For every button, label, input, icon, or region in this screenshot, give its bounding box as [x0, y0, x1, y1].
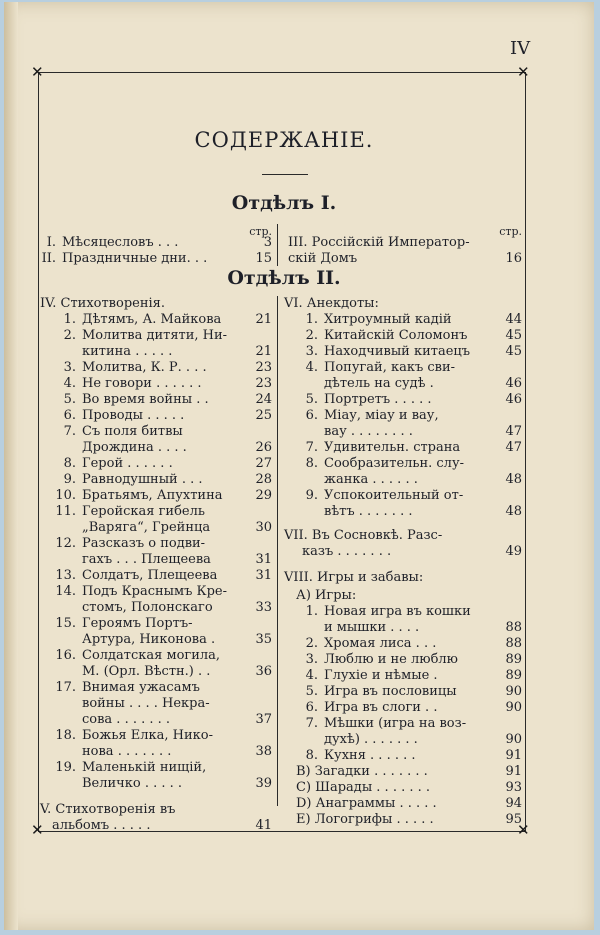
entry-title: Божья Елка, Нико- [82, 728, 213, 743]
game-entry [284, 604, 522, 620]
entry-title: духѣ) . . . . . . . [324, 732, 418, 747]
entry-page: 31 [255, 552, 272, 567]
entry-title: Находчивый китаецъ [324, 344, 471, 359]
entry-title: альбомъ . . . . . [52, 818, 151, 833]
entry-page: 89 [505, 668, 522, 683]
entry-page: 45 [505, 344, 522, 359]
poem-entry [40, 728, 272, 744]
entry-page: 31 [255, 568, 272, 583]
entry-page: 15 [255, 251, 272, 266]
page-number-mark: IV [510, 38, 531, 59]
page-column-label-right: стр. [499, 225, 522, 238]
entry-number: 9. [63, 472, 76, 487]
entry-title: Артура, Никонова . [82, 632, 216, 647]
entry-page: 91 [505, 764, 522, 779]
entry-title: Кухня . . . . . . [324, 748, 416, 763]
section-heading-1: Отдѣлъ I. [231, 192, 337, 214]
entry-number: 4. [305, 668, 318, 683]
entry-title: и мышки . . . . [324, 620, 420, 635]
entry-title: Люблю и не люблю [324, 652, 458, 667]
entry-page: 21 [255, 344, 272, 359]
entry-number: 3. [305, 344, 318, 359]
entry-page: 88 [505, 636, 522, 651]
corner-ornament-top-right: ✕ [517, 63, 530, 81]
entry-number: 7. [305, 716, 318, 731]
entry-title: вѣтъ . . . . . . . [324, 504, 413, 519]
poem-entry [40, 424, 272, 440]
part-heading-vii-text: VII. Въ Сосновкѣ. Разс- [284, 528, 443, 543]
entry-title: Солдатская могила, [82, 648, 221, 663]
game-entry [284, 684, 522, 700]
toc-entry [284, 812, 522, 828]
entry-page: 23 [255, 360, 272, 375]
entry-number: 1. [305, 604, 318, 619]
entry-page: 45 [505, 328, 522, 343]
toc-top-left [40, 235, 272, 267]
poem-entry [40, 504, 272, 520]
entry-title: Игра въ пословицы [324, 684, 457, 699]
anecdote-entry [284, 472, 522, 488]
entry-title: Дѣтямъ, А. Майкова [82, 312, 222, 327]
entry-page: 37 [255, 712, 272, 727]
poem-entry [40, 472, 272, 488]
toc-entry [284, 235, 522, 251]
entry-title: Игра въ слоги . . [324, 700, 438, 715]
toc-entry [284, 251, 522, 267]
entry-page: 94 [505, 796, 522, 811]
entry-title: войны . . . . Некра- [82, 696, 210, 711]
entry-title: гахъ . . . Плещеева [82, 552, 211, 567]
entry-number: 7. [63, 424, 76, 439]
anecdote-entry [284, 360, 522, 376]
entry-title: скiй Домъ [288, 251, 358, 266]
entry-title: Героямъ Портъ- [82, 616, 193, 631]
entry-title: Мѣсяцесловъ . . . [62, 235, 179, 250]
toc-entry [40, 235, 272, 251]
entry-title: „Варяга“, Грейнца [82, 520, 211, 535]
entry-page: 16 [505, 251, 522, 266]
part-heading-vii [284, 528, 522, 544]
toc-entry [284, 796, 522, 812]
entry-title: Мѣшки (игра на воз- [324, 716, 467, 731]
entry-number: 6. [305, 700, 318, 715]
entry-number: 11. [55, 504, 76, 519]
poem-entry [40, 632, 272, 648]
anecdote-entry [284, 312, 522, 328]
entry-page: 93 [505, 780, 522, 795]
entry-title: Молитва, К. Р. . . . [82, 360, 207, 375]
column-divider-main [277, 296, 278, 806]
entry-title: Мiау, мiау и вау, [324, 408, 439, 423]
poem-entry [40, 776, 272, 792]
entry-number: 9. [305, 488, 318, 503]
entry-title: III. Россiйскiй Император- [288, 235, 470, 250]
toc-entry [40, 251, 272, 267]
poem-entry [40, 696, 272, 712]
entry-page: 90 [505, 684, 522, 699]
column-divider-top [277, 224, 278, 266]
poem-entry [40, 664, 272, 680]
entry-page: 23 [255, 376, 272, 391]
poem-entry [40, 680, 272, 696]
entry-title: Китайскiй Соломонъ [324, 328, 468, 343]
entry-title: Удивительн. страна [324, 440, 461, 455]
entry-number: 18. [55, 728, 76, 743]
entry-page: 39 [255, 776, 272, 791]
entry-number: 2. [63, 328, 76, 343]
entry-title: жанка . . . . . . [324, 472, 418, 487]
poem-entry [40, 520, 272, 536]
entry-title: Портретъ . . . . . [324, 392, 432, 407]
entry-title: D) Анаграммы . . . . . [296, 796, 437, 811]
entry-number: 2. [305, 636, 318, 651]
entry-number: 3. [63, 360, 76, 375]
poem-entry [40, 616, 272, 632]
entry-page: 35 [255, 632, 272, 647]
entry-title: Молитва дитяти, Ни- [82, 328, 228, 343]
entry-number: I. [46, 235, 56, 250]
entry-page: 24 [255, 392, 272, 407]
subheading-games [284, 588, 522, 604]
entry-title: стомъ, Полонскаго [82, 600, 213, 615]
corner-ornament-bottom-right: ✕ [517, 821, 530, 839]
part-heading-vi-text: VI. Анекдоты: [284, 296, 379, 311]
entry-number: 19. [55, 760, 76, 775]
entry-page: 38 [255, 744, 272, 759]
poem-entry [40, 440, 272, 456]
page-title: СОДЕРЖАНIЕ. [194, 128, 374, 152]
entry-page: 91 [505, 748, 522, 763]
game-entry [284, 636, 522, 652]
game-entry [284, 620, 522, 636]
entry-page: 3 [263, 235, 272, 250]
entry-page: 30 [255, 520, 272, 535]
entry-number: 7. [305, 440, 318, 455]
entry-title: Во время войны . . [82, 392, 209, 407]
corner-ornament-top-left: ✕ [31, 63, 44, 81]
entry-page: 90 [505, 700, 522, 715]
entry-page: 33 [255, 600, 272, 615]
entry-title: Герой . . . . . . [82, 456, 173, 471]
entry-title: китина . . . . . [82, 344, 173, 359]
entry-title: Глухiе и нѣмые . [324, 668, 438, 683]
entry-number: 12. [55, 536, 76, 551]
entry-page: 48 [505, 504, 522, 519]
toc-entry [284, 764, 522, 780]
entry-page: 47 [505, 424, 522, 439]
title-rule [262, 174, 308, 175]
entry-title: Маленькiй нищiй, [82, 760, 207, 775]
entry-title: дѣтель на судѣ . [324, 376, 434, 391]
entry-number: 8. [63, 456, 76, 471]
entry-number: 4. [63, 376, 76, 391]
entry-title: Не говори . . . . . . [82, 376, 202, 391]
anecdote-entry [284, 488, 522, 504]
entry-title: Величко . . . . . [82, 776, 183, 791]
entry-number: 14. [55, 584, 76, 599]
entry-page: 27 [255, 456, 272, 471]
anecdote-entry [284, 456, 522, 472]
entry-title: Равнодушный . . . [82, 472, 203, 487]
entry-number: 2. [305, 328, 318, 343]
toc-right-column [284, 296, 522, 828]
entry-number: 15. [55, 616, 76, 631]
entry-page: 47 [505, 440, 522, 455]
poem-entry [40, 584, 272, 600]
entry-page: 21 [255, 312, 272, 327]
anecdote-entry [284, 424, 522, 440]
entry-number: 6. [305, 408, 318, 423]
entry-number: 5. [305, 392, 318, 407]
entry-page: 46 [505, 376, 522, 391]
entry-number: 1. [305, 312, 318, 327]
game-entry [284, 700, 522, 716]
toc-entry [284, 780, 522, 796]
entry-title: С) Шарады . . . . . . . [296, 780, 431, 795]
poem-entry [40, 392, 272, 408]
part-heading-iv-text: IV. Стихотворенiя. [40, 296, 165, 311]
entry-title: Геройская гибель [82, 504, 205, 519]
entry-number: 5. [305, 684, 318, 699]
entry-title: Братьямъ, Апухтина [82, 488, 223, 503]
entry-title: сова . . . . . . . [82, 712, 171, 727]
entry-page: 90 [505, 732, 522, 747]
poem-entry [40, 536, 272, 552]
entry-title: Хромая лиса . . . [324, 636, 437, 651]
part-heading-v [40, 802, 272, 818]
entry-page: 95 [505, 812, 522, 827]
game-entry [284, 668, 522, 684]
subheading-games-text: А) Игры: [296, 588, 357, 603]
entry-title: Разсказъ о подви- [82, 536, 206, 551]
poem-entry [40, 360, 272, 376]
anecdote-entry [284, 328, 522, 344]
entry-number: 8. [305, 748, 318, 763]
entry-number: 10. [55, 488, 76, 503]
anecdote-entry [284, 392, 522, 408]
anecdote-entry [284, 504, 522, 520]
game-entry [284, 652, 522, 668]
entry-page: 28 [255, 472, 272, 487]
entry-number: 1. [63, 312, 76, 327]
entry-page: 41 [255, 818, 272, 833]
entry-title: Хитроумный кадiй [324, 312, 452, 327]
game-entry [284, 732, 522, 748]
part-heading-viii-text: VIII. Игры и забавы: [284, 570, 424, 585]
entry-title: казъ . . . . . . . [302, 544, 392, 559]
part-heading-viii [284, 570, 522, 586]
entry-title: Солдатъ, Плещеева [82, 568, 218, 583]
game-entry [284, 748, 522, 764]
entry-number: 17. [55, 680, 76, 695]
anecdote-entry [284, 376, 522, 392]
page-column-label-left: стр. [249, 225, 272, 238]
toc-left-column [40, 296, 272, 834]
poem-entry [40, 488, 272, 504]
part-heading-iv [40, 296, 272, 312]
entry-number: 8. [305, 456, 318, 471]
entry-number: 16. [55, 648, 76, 663]
entry-number: II. [41, 251, 56, 266]
part-heading-vi [284, 296, 522, 312]
entry-title: Новая игра въ кошки [324, 604, 471, 619]
entry-page: 36 [255, 664, 272, 679]
entry-number: 4. [305, 360, 318, 375]
entry-title: Е) Логогрифы . . . . . [296, 812, 434, 827]
entry-page: 89 [505, 652, 522, 667]
poem-entry [40, 712, 272, 728]
entry-title: Успокоительный от- [324, 488, 464, 503]
entry-page: 48 [505, 472, 522, 487]
entry-title: В) Загадки . . . . . . . [296, 764, 428, 779]
poem-entry [40, 600, 272, 616]
poem-entry [40, 568, 272, 584]
poem-entry [40, 552, 272, 568]
entry-title: Праздничные дни. . . [62, 251, 208, 266]
entry-title: Проводы . . . . . [82, 408, 185, 423]
book-page [4, 2, 594, 930]
entry-page: 25 [255, 408, 272, 423]
section-heading-2: Отдѣлъ II. [227, 267, 341, 289]
part-heading-v-text: V. Стихотворенiя въ [40, 802, 176, 817]
entry-title: вау . . . . . . . . [324, 424, 413, 439]
entry-title: М. (Орл. Вѣстн.) . . [82, 664, 211, 679]
anecdote-entry [284, 408, 522, 424]
entry-page: 29 [255, 488, 272, 503]
entry-title: Внимая ужасамъ [82, 680, 200, 695]
poem-entry [40, 376, 272, 392]
toc-entry [284, 544, 522, 560]
entry-page: 49 [505, 544, 522, 559]
anecdote-entry [284, 440, 522, 456]
entry-page: 44 [505, 312, 522, 327]
game-entry [284, 716, 522, 732]
entry-title: нова . . . . . . . [82, 744, 172, 759]
poem-entry [40, 648, 272, 664]
entry-page: 88 [505, 620, 522, 635]
entry-number: 6. [63, 408, 76, 423]
entry-number: 13. [55, 568, 76, 583]
toc-top-right [284, 235, 522, 267]
toc-entry [40, 818, 272, 834]
poem-entry [40, 744, 272, 760]
poem-entry [40, 456, 272, 472]
poem-entry [40, 312, 272, 328]
corner-ornament-bottom-left: ✕ [31, 821, 44, 839]
entry-title: Подъ Краснымъ Кре- [82, 584, 227, 599]
entry-title: Дрождина . . . . [82, 440, 187, 455]
anecdote-entry [284, 344, 522, 360]
poem-entry [40, 408, 272, 424]
poem-entry [40, 760, 272, 776]
entry-number: 3. [305, 652, 318, 667]
entry-title: Сообразительн. слу- [324, 456, 464, 471]
entry-page: 46 [505, 392, 522, 407]
entry-title: Съ поля битвы [82, 424, 183, 439]
poem-entry [40, 328, 272, 344]
poem-entry [40, 344, 272, 360]
entry-page: 26 [255, 440, 272, 455]
entry-number: 5. [63, 392, 76, 407]
entry-title: Попугай, какъ сви- [324, 360, 456, 375]
